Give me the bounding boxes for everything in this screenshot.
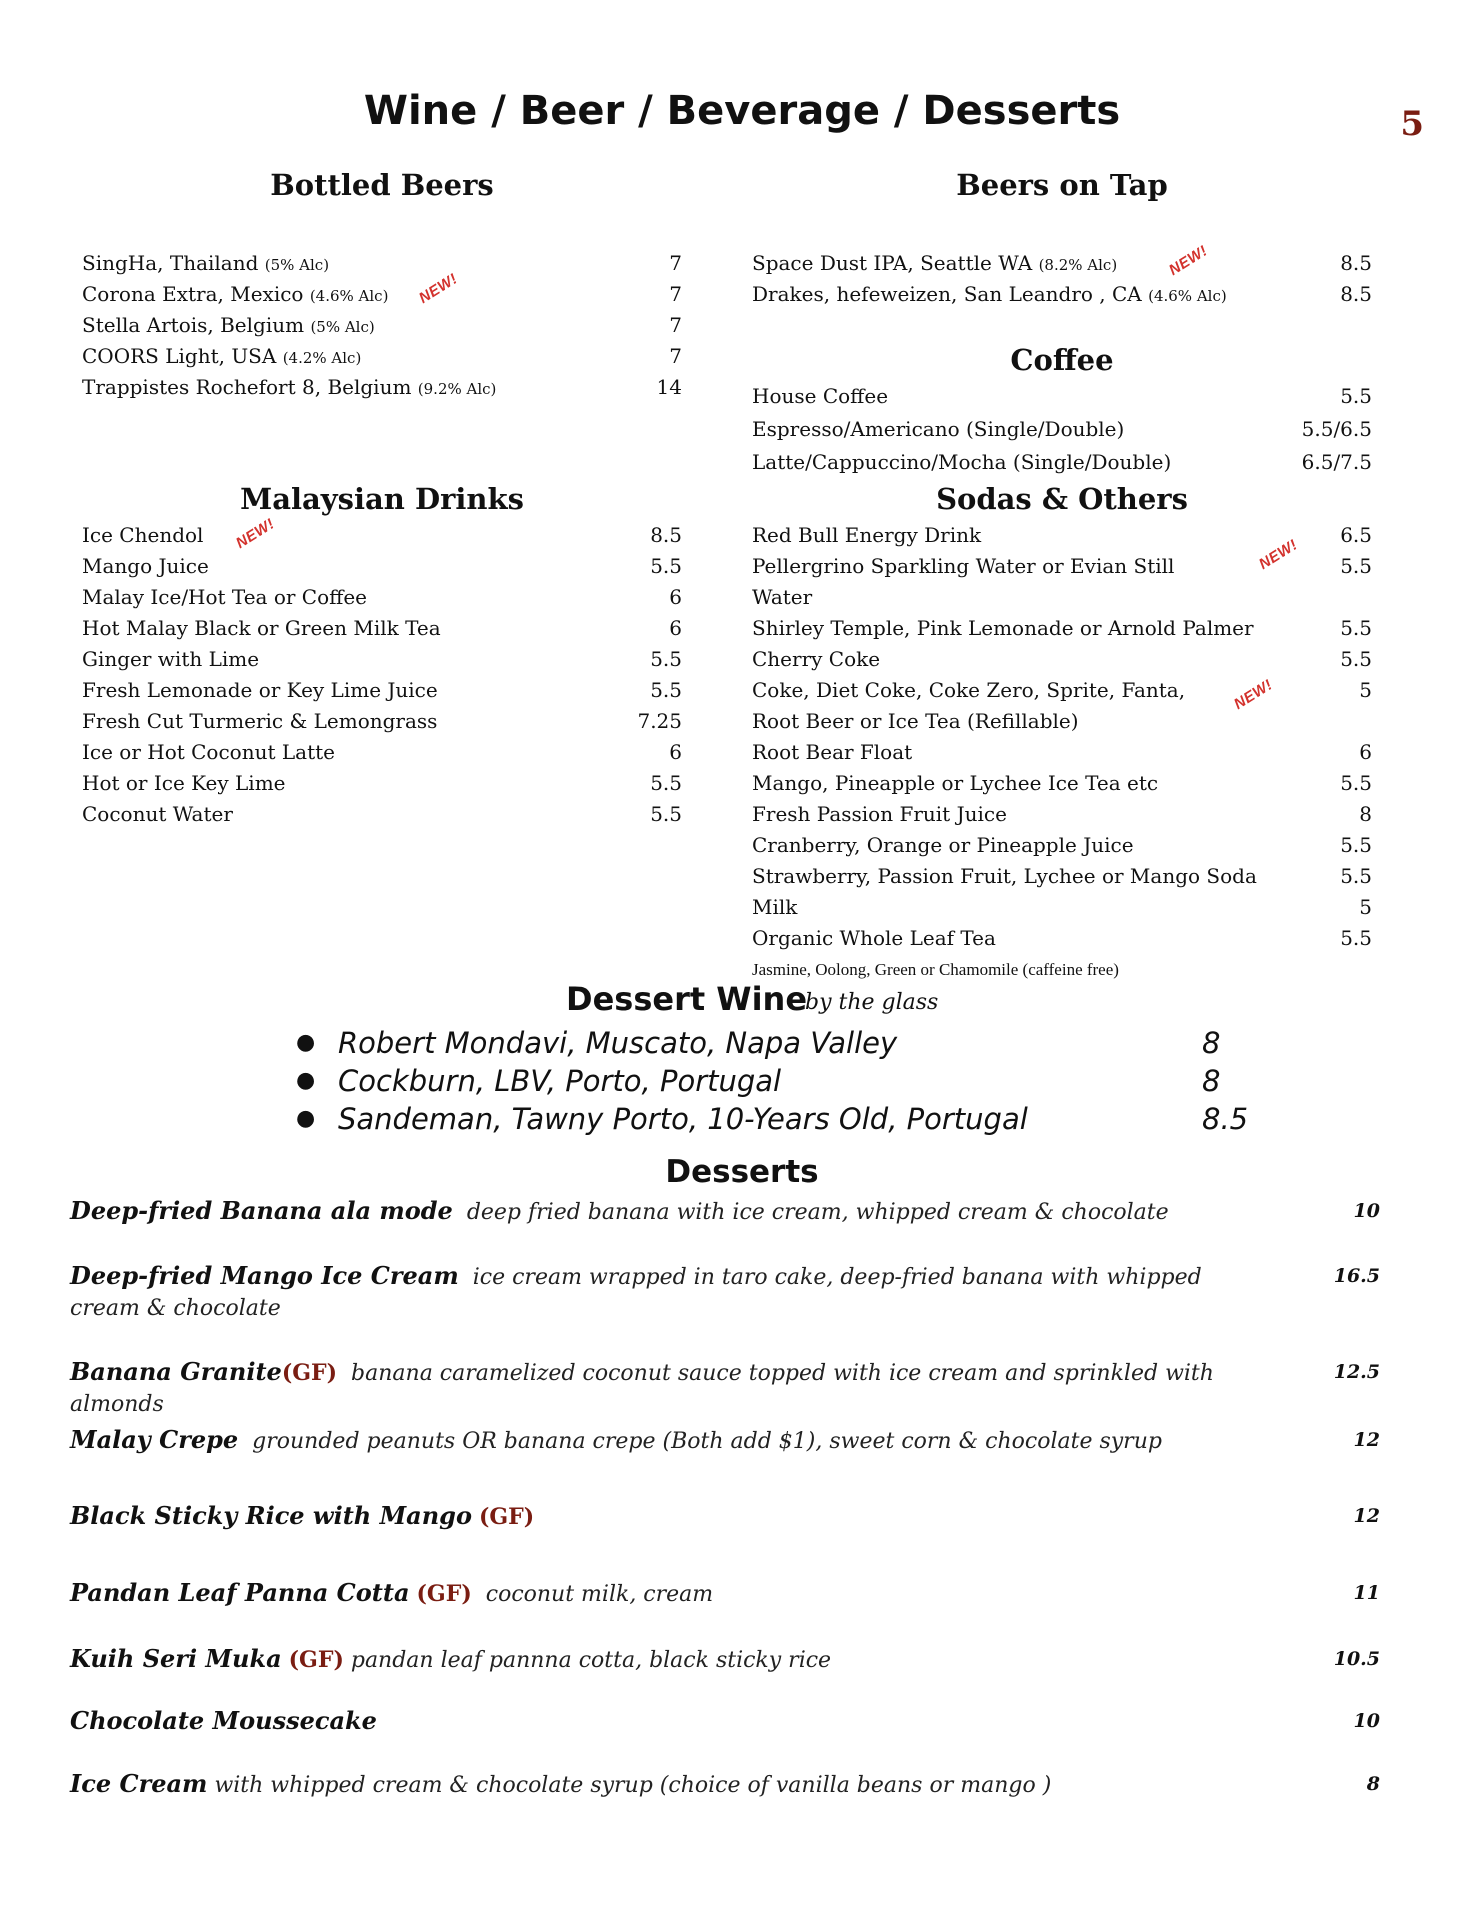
dessert-price: 11	[1353, 1582, 1380, 1604]
gf-marker: (GF)	[478, 1504, 535, 1530]
menu-item	[752, 799, 1372, 830]
dessert-item	[70, 1577, 1240, 1610]
sodas-heading: Sodas & Others	[936, 482, 1188, 516]
menu-item	[82, 582, 682, 613]
dessert-item	[70, 1643, 1240, 1676]
item-name: Ice Chendol	[82, 523, 204, 547]
dessert-name: Black Sticky Rice with Mango	[70, 1501, 472, 1530]
item-price: 7	[669, 313, 682, 337]
menu-item	[82, 613, 682, 644]
dessert-name: Chocolate Moussecake	[70, 1706, 377, 1735]
item-price: 5.5/6.5	[1301, 417, 1372, 441]
item-name: Coke, Diet Coke, Coke Zero, Sprite, Fanta,	[752, 678, 1186, 702]
item-name: Cherry Coke	[752, 647, 881, 671]
item-abv: (5% Alc)	[264, 256, 330, 274]
menu-item	[752, 861, 1372, 892]
menu-item	[82, 279, 682, 310]
item-price: 6	[669, 616, 682, 640]
item-name: Latte/Cappuccino/Mocha (Single/Double)	[752, 450, 1172, 474]
dessert-item	[70, 1424, 1240, 1457]
menu-item	[82, 644, 682, 675]
item-abv: (8.2% Alc)	[1038, 256, 1118, 274]
dessert-price: 10	[1353, 1200, 1380, 1222]
dessert-name: Malay Crepe	[70, 1425, 239, 1454]
item-price: 6.5	[1340, 523, 1372, 547]
dessert-description: banana caramelized coconut sauce topped with ice cream and sprinkled with almonds	[70, 1361, 1214, 1417]
menu-item	[752, 248, 1372, 279]
menu-item	[82, 372, 682, 403]
item-name: Stella Artois, Belgium	[82, 313, 311, 337]
dessert-name: Kuih Seri Muka	[70, 1644, 282, 1673]
item-price: 5.5	[1340, 384, 1372, 408]
item-name: Space Dust IPA, Seattle WA	[752, 251, 1039, 275]
new-badge: NEW!	[232, 515, 278, 552]
item-name: Trappistes Rochefort 8, Belgium	[82, 375, 418, 399]
item-price: 8.5	[1340, 251, 1372, 275]
wine-item	[296, 1062, 1256, 1100]
item-price: 5.5	[1340, 616, 1372, 640]
coffee-heading: Coffee	[1010, 343, 1114, 377]
wine-item	[296, 1100, 1256, 1138]
item-price: 6	[669, 740, 682, 764]
dessert-name: Deep-fried Mango Ice Cream	[70, 1261, 459, 1290]
menu-item	[752, 613, 1372, 644]
new-badge: NEW!	[415, 270, 461, 307]
desserts-heading: Desserts	[665, 1154, 819, 1190]
menu-item	[82, 520, 682, 551]
new-badge: NEW!	[1165, 242, 1211, 279]
item-price: 8.5	[1340, 282, 1372, 306]
item-name: Cranberry, Orange or Pineapple Juice	[752, 833, 1134, 857]
item-price: 8	[1359, 802, 1372, 826]
item-abv: (4.6% Alc)	[309, 287, 389, 305]
item-abv: (4.6% Alc)	[1148, 287, 1227, 305]
dessert-description: pandan leaf pannna cotta, black sticky rice	[350, 1648, 832, 1673]
menu-item	[82, 675, 682, 706]
item-price: 6	[1359, 740, 1372, 764]
item-price: 6	[669, 585, 682, 609]
wine-item	[296, 1024, 1256, 1062]
menu-item	[82, 706, 682, 737]
dessert-name: Deep-fried Banana ala mode	[70, 1196, 453, 1225]
item-name: Fresh Cut Turmeric & Lemongrass	[82, 709, 438, 733]
item-name: Fresh Passion Fruit Juice	[752, 802, 1007, 826]
menu-item	[752, 737, 1372, 768]
item-name: Root Beer or Ice Tea (Refillable)	[752, 709, 1079, 733]
dessert-description: deep fried banana with ice cream, whipped cream & chocolate	[466, 1200, 1169, 1225]
menu-item	[752, 768, 1372, 799]
bullet-icon: ●	[296, 1106, 316, 1131]
new-badge: NEW!	[1255, 536, 1301, 573]
dessert-wine-subheading: by the glass	[805, 990, 939, 1015]
page-title: Wine / Beer / Beverage / Desserts	[363, 88, 1121, 134]
item-name: Espresso/Americano (Single/Double)	[752, 417, 1125, 441]
item-price: 5.5	[1340, 771, 1372, 795]
item-name: Red Bull Energy Drink	[752, 523, 982, 547]
item-price: 5.5	[650, 771, 682, 795]
item-price: 5.5	[650, 678, 682, 702]
item-name: Hot or Ice Key Lime	[82, 771, 286, 795]
dessert-name: Pandan Leaf Panna Cotta	[70, 1578, 410, 1607]
item-name: Hot Malay Black or Green Milk Tea	[82, 616, 441, 640]
item-price: 7	[669, 251, 682, 275]
item-name: Mango Juice	[82, 554, 209, 578]
menu-item	[82, 799, 682, 830]
bullet-icon: ●	[296, 1030, 316, 1055]
item-name: Root Bear Float	[752, 740, 913, 764]
dessert-name: Ice Cream	[70, 1769, 208, 1798]
item-name: Coconut Water	[82, 802, 233, 826]
gf-marker: (GF)	[281, 1360, 338, 1386]
item-price: 5.5	[1340, 647, 1372, 671]
item-name: Robert Mondavi, Muscato, Napa Valley	[338, 1026, 898, 1060]
bottled-beers-heading: Bottled Beers	[270, 168, 494, 202]
menu-item	[82, 248, 682, 279]
item-price: 5.5	[1340, 554, 1372, 578]
dessert-name: Banana Granite	[70, 1357, 282, 1386]
menu-item	[752, 923, 1372, 954]
menu-item	[752, 279, 1372, 310]
item-price: 5.5	[650, 554, 682, 578]
menu-item	[752, 644, 1372, 675]
item-name: Corona Extra, Mexico	[82, 282, 310, 306]
item-price: 8	[1202, 1026, 1221, 1060]
item-abv: (5% Alc)	[310, 318, 375, 336]
dessert-description: grounded peanuts OR banana crepe (Both add $1), sweet corn & chocolate syrup	[252, 1429, 1162, 1454]
dessert-price: 16.5	[1333, 1265, 1380, 1287]
item-price: 6.5/7.5	[1301, 450, 1372, 474]
item-price: 8.5	[1202, 1102, 1249, 1136]
gf-marker: (GF)	[288, 1647, 344, 1673]
item-name: Shirley Temple, Pink Lemonade or Arnold Palmer	[752, 616, 1254, 640]
dessert-wine-heading: Dessert Wine	[566, 980, 808, 1018]
new-badge: NEW!	[1230, 676, 1276, 713]
dessert-item	[70, 1500, 1240, 1533]
dessert-item	[70, 1356, 1240, 1420]
dessert-price: 10.5	[1333, 1648, 1380, 1670]
item-price: 5.5	[1340, 864, 1372, 888]
item-price: 5.5	[1340, 833, 1372, 857]
tea-note: Jasmine, Oolong, Green or Chamomile (caffeine free)	[752, 960, 1119, 979]
dessert-item	[70, 1260, 1240, 1324]
malaysian-drinks-heading: Malaysian Drinks	[240, 482, 524, 516]
dessert-item	[70, 1195, 1240, 1228]
item-price: 5.5	[650, 647, 682, 671]
item-name: SingHa, Thailand	[82, 251, 265, 275]
item-name: Cockburn, LBV, Porto, Portugal	[338, 1064, 782, 1098]
item-name: Ginger with Lime	[82, 647, 260, 671]
item-name: Organic Whole Leaf Tea	[752, 926, 996, 950]
item-name: Malay Ice/Hot Tea or Coffee	[82, 585, 368, 609]
item-price: 7	[669, 344, 682, 368]
item-abv: (4.2% Alc)	[282, 349, 362, 367]
item-name: Mango, Pineapple or Lychee Ice Tea etc	[752, 771, 1159, 795]
menu-item	[752, 446, 1372, 479]
item-name: Drakes, hefeweizen, San Leandro , CA	[752, 282, 1149, 306]
item-name: COORS Light, USA	[82, 344, 283, 368]
menu-item	[752, 675, 1372, 706]
menu-item	[82, 341, 682, 372]
beers-on-tap-heading: Beers on Tap	[956, 168, 1168, 202]
item-price: 7.25	[637, 709, 682, 733]
dessert-description: coconut milk, cream	[485, 1582, 714, 1607]
dessert-price: 10	[1353, 1710, 1380, 1732]
menu-item	[82, 551, 682, 582]
dessert-item	[70, 1768, 1240, 1801]
item-price: 5	[1359, 895, 1372, 919]
dessert-price: 12.5	[1333, 1361, 1380, 1383]
dessert-item	[70, 1705, 1240, 1738]
item-name: Water	[752, 585, 813, 609]
item-name: Sandeman, Tawny Porto, 10-Years Old, Portugal	[338, 1102, 1028, 1136]
item-name: Fresh Lemonade or Key Lime Juice	[82, 678, 438, 702]
item-price: 5	[1359, 678, 1372, 702]
dessert-price: 8	[1366, 1773, 1380, 1795]
menu-item	[82, 737, 682, 768]
item-abv: (9.2% Alc)	[417, 380, 497, 398]
menu-item	[752, 380, 1372, 413]
menu-item	[82, 768, 682, 799]
dessert-description: ice cream wrapped in taro cake, deep-fried banana with whipped cream & chocolate	[70, 1265, 1202, 1321]
item-price: 5.5	[1340, 926, 1372, 950]
item-price: 14	[656, 375, 682, 399]
item-price: 5.5	[650, 802, 682, 826]
page-number: 5	[1400, 104, 1424, 144]
dessert-price: 12	[1353, 1429, 1380, 1451]
item-name: House Coffee	[752, 384, 889, 408]
bullet-icon: ●	[296, 1068, 316, 1093]
menu-item	[752, 582, 1372, 613]
gf-marker: (GF)	[416, 1581, 472, 1607]
item-name: Ice or Hot Coconut Latte	[82, 740, 335, 764]
dessert-price: 12	[1353, 1505, 1380, 1527]
item-price: 8	[1202, 1064, 1221, 1098]
item-name: Milk	[752, 895, 798, 919]
menu-item	[82, 310, 682, 341]
item-price: 7	[669, 282, 682, 306]
item-name: Strawberry, Passion Fruit, Lychee or Mango Soda	[752, 864, 1257, 888]
menu-item	[752, 892, 1372, 923]
menu-item	[752, 413, 1372, 446]
dessert-description: with whipped cream & chocolate syrup (choice of vanilla beans or mango )	[214, 1773, 1052, 1798]
menu-item	[752, 706, 1372, 737]
item-name: Pellergrino Sparkling Water or Evian Still	[752, 554, 1175, 578]
item-price: 8.5	[650, 523, 682, 547]
menu-item	[752, 830, 1372, 861]
